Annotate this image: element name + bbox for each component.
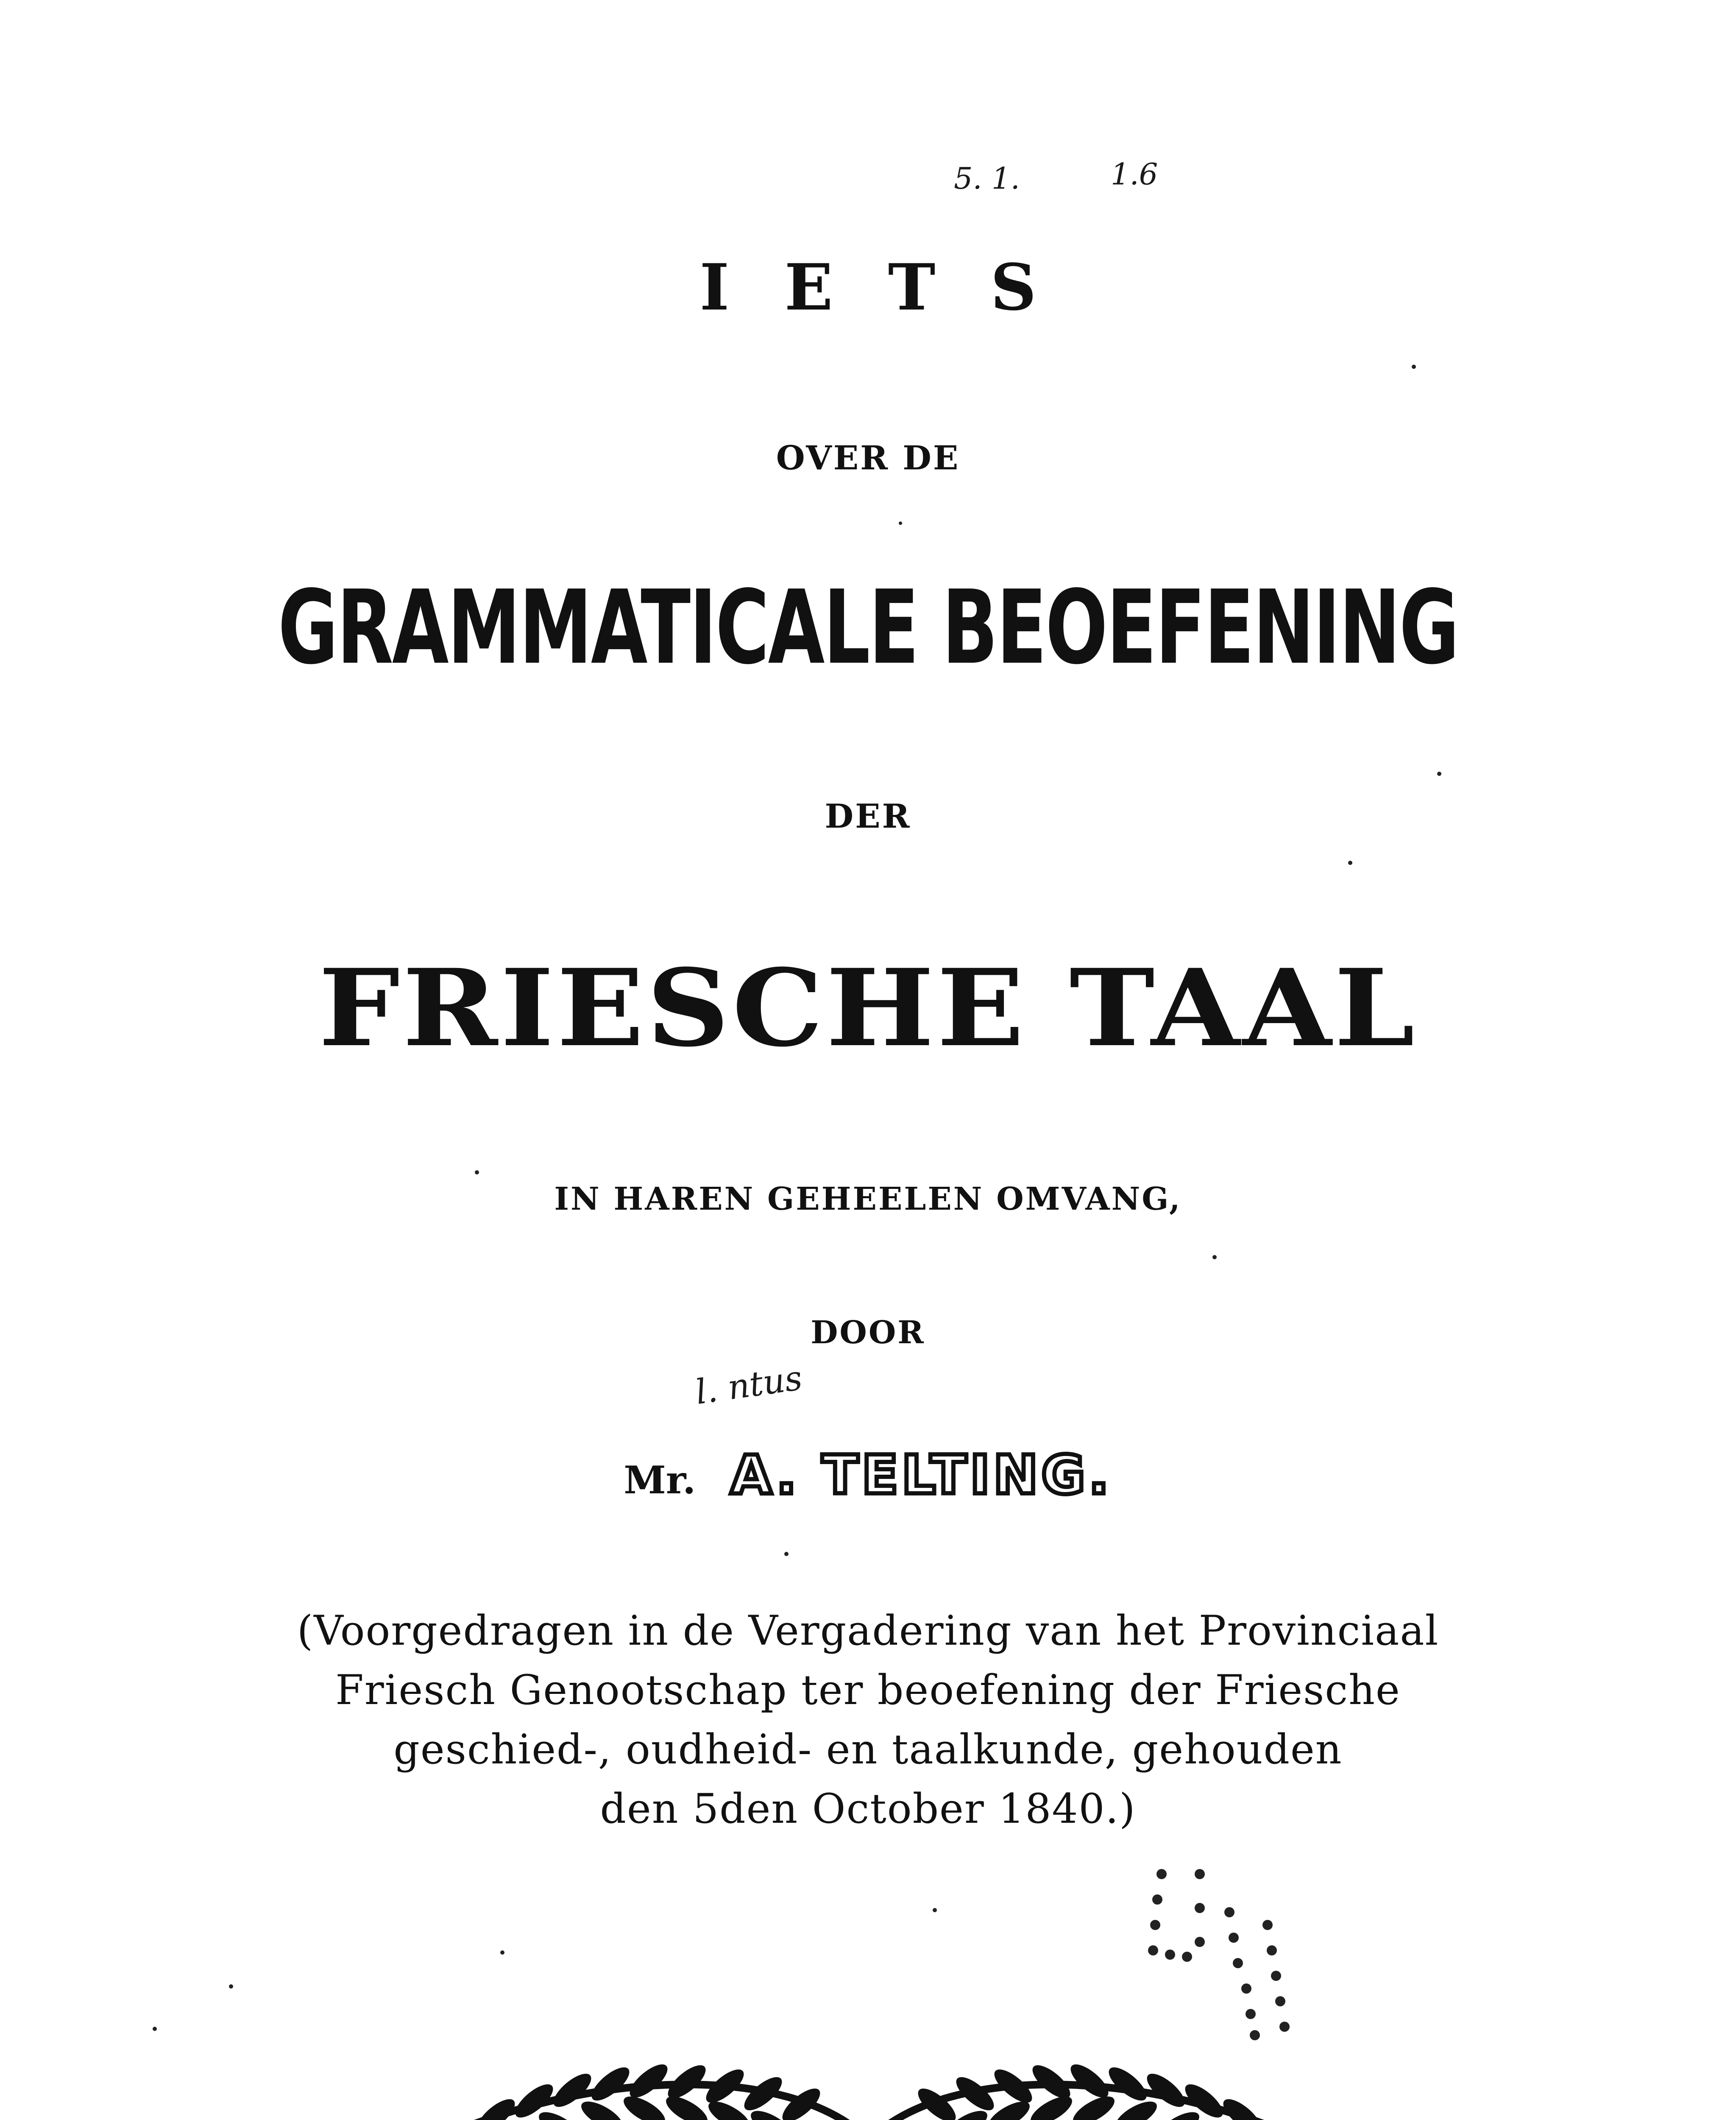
speck [784, 1552, 789, 1556]
speck [1348, 861, 1352, 865]
speck [229, 1984, 233, 1989]
speck [500, 1950, 504, 1955]
presentation-line-3: geschied-, oudheid- en taalkunde, gehouden [393, 1726, 1343, 1773]
handwritten-top-mark-right: 1.6 [1111, 157, 1158, 192]
speck [899, 522, 902, 525]
author-name: A. TELTING. [730, 1444, 1112, 1506]
author-prefix: Mr. [624, 1458, 696, 1503]
speck [933, 1908, 937, 1912]
speck [1437, 772, 1441, 776]
handwritten-top-mark-left: 5. 1. [954, 161, 1020, 196]
title-iets: IETS [699, 250, 1092, 325]
presentation-line-4: den 5den October 1840.) [600, 1785, 1136, 1833]
byline-door: DOOR [811, 1314, 925, 1351]
speck [475, 1170, 479, 1174]
speck [1212, 1255, 1217, 1259]
author-line [0, 1444, 1736, 1506]
title-grammaticale-beoefening: GRAMMATICALE BEOEFENING [278, 568, 1458, 687]
handwritten-shelf-mark-icon [1145, 1857, 1297, 2044]
presentation-line-2: Friesch Genootschap ter beoefening der Friesche [335, 1666, 1401, 1714]
subtitle-in-haren: IN HAREN GEHEELEN OMVANG, [554, 1181, 1182, 1217]
speck [153, 2027, 157, 2031]
subtitle-over-de: OVER DE [776, 439, 960, 477]
handwritten-author-addition: l. ntus [693, 1358, 805, 1412]
subtitle-der: DER [825, 797, 911, 836]
laurel-ornament-icon [445, 2044, 1293, 2120]
speck [1412, 365, 1416, 369]
presentation-line-1: (Voorgedragen in de Vergadering van het Provinciaal [297, 1607, 1439, 1654]
title-friesche-taal: FRIESCHE TAAL [318, 946, 1418, 1070]
